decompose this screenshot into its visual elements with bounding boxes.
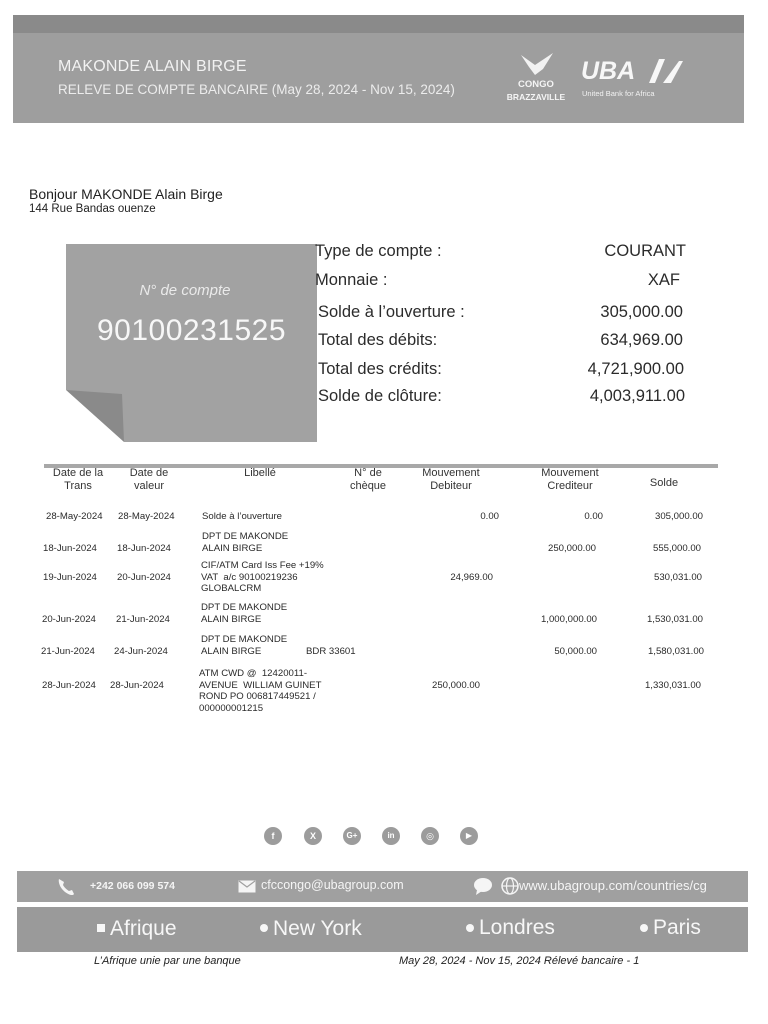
col-header-debit: Mouvement Debiteur <box>422 467 480 492</box>
page-fold-icon <box>66 390 126 442</box>
table-cell-solde: 530,031.00 <box>653 572 702 583</box>
linkedin-icon[interactable]: in <box>382 827 400 845</box>
table-cell-libelle: DPT DE MAKONDE ALAIN BIRGE <box>201 602 288 625</box>
table-cell-date-trans: 28-May-2024 <box>46 511 103 522</box>
summary-value-opening-balance: 305,000.00 <box>600 303 683 321</box>
uba-tagline: United Bank for Africa <box>582 89 655 98</box>
table-cell-solde: 1,330,031.00 <box>644 680 701 691</box>
uba-mark-icon <box>645 57 685 85</box>
city-paris: Paris <box>653 916 701 939</box>
table-cell-date-trans: 20-Jun-2024 <box>42 614 96 625</box>
summary-label-account-type: Type de compte : <box>315 242 442 260</box>
table-cell-debit: 250,000.00 <box>431 680 480 691</box>
customer-address: 144 Rue Bandas ouenze <box>29 203 156 215</box>
footer-page-info: May 28, 2024 - Nov 15, 2024 Rélevé bancaire - 1 <box>399 955 640 967</box>
congo-label: CONGO <box>518 79 554 90</box>
summary-value-closing-balance: 4,003,911.00 <box>589 387 685 405</box>
globe-icon <box>501 877 519 895</box>
uba-wordmark: UBA <box>581 57 636 85</box>
col-header-libelle: Libellé <box>244 467 276 479</box>
bullet-dot-icon <box>640 924 648 932</box>
table-cell-date-valeur: 20-Jun-2024 <box>117 572 171 583</box>
table-cell-solde: 305,000.00 <box>654 511 703 522</box>
account-number-label: N° de compte <box>139 282 231 299</box>
table-cell-credit: 250,000.00 <box>547 543 596 554</box>
uba-logo <box>579 53 689 103</box>
summary-label-currency: Monnaie : <box>315 271 388 289</box>
table-cell-credit: 0.00 <box>584 511 603 522</box>
summary-label-total-credits: Total des crédits: <box>318 360 442 378</box>
table-cell-debit: 24,969.00 <box>450 572 493 583</box>
table-cell-date-valeur: 21-Jun-2024 <box>116 614 170 625</box>
table-cell-date-valeur: 28-May-2024 <box>118 511 175 522</box>
col-header-date-trans: Date de la Trans <box>52 467 104 492</box>
city-londres: Londres <box>479 916 555 939</box>
table-cell-solde: 555,000.00 <box>652 543 701 554</box>
table-cell-credit: 50,000.00 <box>554 646 597 657</box>
brazzaville-label: BRAZZAVILLE <box>506 92 566 102</box>
table-cell-date-trans: 21-Jun-2024 <box>41 646 95 657</box>
account-number: 90100231525 <box>96 314 287 347</box>
table-cell-date-valeur: 24-Jun-2024 <box>114 646 168 657</box>
statement-header <box>13 15 744 123</box>
congo-wing-icon <box>519 51 555 77</box>
greeting: Bonjour MAKONDE Alain Birge <box>29 186 223 202</box>
instagram-icon[interactable]: ◎ <box>421 827 439 845</box>
col-header-cheque: N° de chèque <box>349 467 387 492</box>
col-header-solde: Solde <box>649 477 679 489</box>
summary-label-closing-balance: Solde de clôture: <box>318 387 442 405</box>
table-cell-solde: 1,580,031.00 <box>647 646 704 657</box>
summary-label-total-debits: Total des débits: <box>318 331 438 349</box>
email-icon <box>238 880 256 893</box>
contact-band <box>17 871 748 902</box>
contact-phone: +242 066 099 574 <box>90 880 175 892</box>
youtube-icon[interactable]: ▶ <box>460 827 478 845</box>
table-cell-libelle: DPT DE MAKONDE ALAIN BIRGE <box>202 531 289 554</box>
table-cell-date-trans: 19-Jun-2024 <box>43 572 97 583</box>
summary-value-account-type: COURANT <box>604 242 686 260</box>
table-cell-libelle: CIF/ATM Card Iss Fee +19% VAT a/c 90100219236 GLOBALCRM <box>201 560 324 594</box>
table-cell-date-valeur: 28-Jun-2024 <box>110 680 164 691</box>
table-cell-solde: 1,530,031.00 <box>646 614 703 625</box>
city-new-york: New York <box>273 917 362 940</box>
table-cell-date-valeur: 18-Jun-2024 <box>117 543 171 554</box>
footer-slogan: L’Afrique unie par une banque <box>94 955 241 967</box>
table-cell-cheque: BDR 33601 <box>306 646 356 657</box>
table-cell-date-trans: 18-Jun-2024 <box>43 543 97 554</box>
summary-value-total-debits: 634,969.00 <box>600 331 683 349</box>
bullet-dot-icon <box>466 924 474 932</box>
google-plus-icon[interactable]: G+ <box>343 827 361 845</box>
contact-website[interactable]: www.ubagroup.com/countries/cg <box>519 878 707 893</box>
summary-label-opening-balance: Solde à l’ouverture : <box>318 303 465 321</box>
account-holder-name: MAKONDE ALAIN BIRGE <box>58 58 247 75</box>
city-afrique: Afrique <box>110 917 177 940</box>
table-cell-libelle: Solde à l’ouverture <box>202 511 282 522</box>
summary-value-currency: XAF <box>647 271 680 289</box>
table-cell-debit: 0.00 <box>480 511 499 522</box>
table-cell-date-trans: 28-Jun-2024 <box>42 680 96 691</box>
table-cell-libelle: DPT DE MAKONDE ALAIN BIRGE <box>201 634 288 657</box>
header-top-strip <box>13 15 744 33</box>
facebook-icon[interactable]: f <box>264 827 282 845</box>
contact-email[interactable]: cfccongo@ubagroup.com <box>261 878 404 892</box>
cities-band <box>17 907 748 952</box>
col-header-credit: Mouvement Crediteur <box>541 467 599 492</box>
chat-icon <box>473 877 493 895</box>
summary-value-total-credits: 4,721,900.00 <box>587 360 684 378</box>
bullet-square-icon <box>97 924 105 932</box>
table-cell-credit: 1,000,000.00 <box>540 614 597 625</box>
phone-icon <box>55 876 77 898</box>
col-header-date-valeur: Date de valeur <box>129 467 169 492</box>
account-number-card <box>66 244 317 442</box>
x-icon[interactable]: X <box>304 827 322 845</box>
congo-brazzaville-logo <box>501 51 571 111</box>
bullet-dot-icon <box>260 924 268 932</box>
statement-title: RELEVE DE COMPTE BANCAIRE (May 28, 2024 - Nov 15, 2024) <box>58 82 455 97</box>
table-cell-libelle: ATM CWD @ 12420011- AVENUE WILLIAM GUINET ROND PO 006817449521 / 000000001215 <box>199 668 322 714</box>
